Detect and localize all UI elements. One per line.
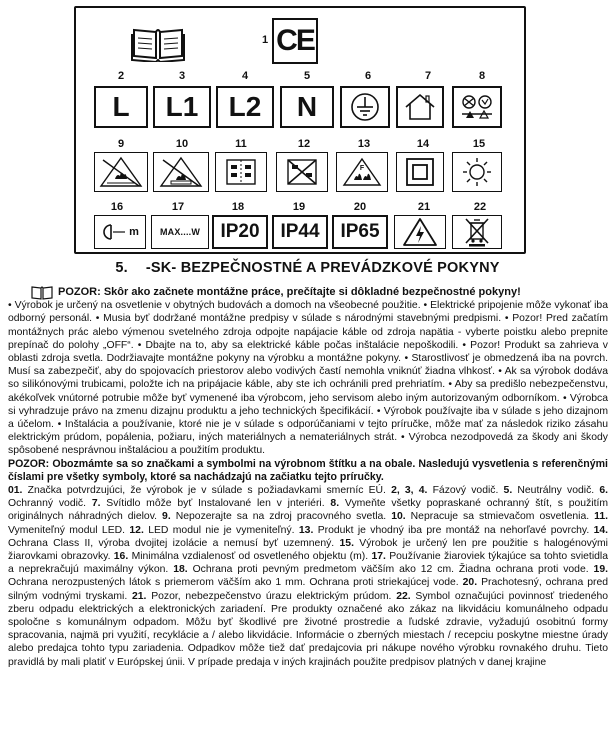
symbol-number-8: 8 <box>478 70 486 82</box>
symbol-box-12 <box>276 152 328 192</box>
symbol-box-20 <box>332 215 388 249</box>
legend-number: 6. <box>599 485 609 497</box>
symbol-number-5: 5 <box>303 70 311 82</box>
symbol-number-10: 10 <box>175 138 189 150</box>
indoor-house-icon <box>403 92 437 122</box>
legend-text: Ochrana proti pevným predmetom väčším ako 12 cm. Žiadna ochrana proti vode. <box>192 564 589 576</box>
legend-number: 19. <box>593 564 608 576</box>
legend-number: 8. <box>330 498 340 510</box>
neutral-n-label: N <box>296 91 318 122</box>
symbol-number-11: 11 <box>235 138 247 150</box>
no-flammable-surface-mount-icon <box>157 155 205 189</box>
section-number: 5. <box>115 260 128 276</box>
symbol-number-21: 21 <box>417 201 431 213</box>
svg-text:F: F <box>359 165 365 172</box>
symbol-box-5 <box>280 86 334 128</box>
symbol-number-17: 17 <box>171 201 185 213</box>
legend-text: Produkt je vhodný iba pre montáž na nehorľavé povrchy. <box>317 524 590 536</box>
legend-text: Ochrana Class II, výroba dvojitej izolácie a nemusí byť uzemnený. <box>8 537 335 549</box>
legend-number: 5. <box>503 485 513 497</box>
symbol-number-19: 19 <box>292 201 306 213</box>
ip44-label: IP44 <box>280 221 320 242</box>
symbol-number-9: 9 <box>117 138 125 150</box>
legend-number: 17. <box>371 551 386 563</box>
pozor-warning-1 <box>8 286 608 299</box>
no-flammable-surface-icon <box>97 155 145 189</box>
max-wattage-label: MAX....W <box>159 227 201 237</box>
legend-number: 2, 3, 4. <box>391 485 428 497</box>
symbol-box-13 <box>336 152 388 192</box>
flammable-surface-ok-icon <box>340 156 384 188</box>
ip20-label: IP20 <box>220 221 260 242</box>
symbol-box-15 <box>452 152 502 192</box>
phase-l-label: L <box>112 91 130 122</box>
ce-mark-box <box>272 18 318 64</box>
legend-number: 13. <box>298 524 314 536</box>
symbol-number-13: 13 <box>357 138 371 150</box>
min-distance-icon <box>101 222 139 242</box>
electric-hazard-icon <box>402 217 438 247</box>
symbol-box-9 <box>94 152 148 192</box>
replace-broken-glass-icon <box>458 92 496 122</box>
legend-text: Neutrálny vodič. <box>517 485 595 497</box>
manual-small-icon <box>30 284 54 300</box>
symbol-number-6: 6 <box>364 70 372 82</box>
symbol-number-20: 20 <box>353 201 367 213</box>
symbol-number-1: 1 <box>262 34 269 46</box>
symbol-box-17 <box>151 215 209 249</box>
pozor-warning-1-text: POZOR: Skôr ako začnete montážne práce, prečítajte si dôkladné bezpečnostné pokyny! <box>58 286 521 298</box>
symbol-number-4: 4 <box>241 70 249 82</box>
symbol-number-15: 15 <box>472 138 486 150</box>
legend-text: Ochranný vodič. <box>8 498 86 510</box>
legend-text: Symbol označujúci povinnosť triedeného zberu odpadu elektrických a elektronických zariadení. Pre produkty označené ako zákaz na likvidáciu komunálneho odpadu spoločne s komunálnym odpadom. Môžu byť škodlivé pre životné prostredie a ľudské zdravie, vyžadujú osobitnú formy spracovania, najmä pri využití, recyklácie a / alebo likvidácie. Informácie o zberných miestach / recepciu poskytne miestne úrady alebo predajca tohto typu zariadenia. Odpadkov môže tiež dať predajcovia pri nákupe nového výrobku rovnakého druhu. Tieto pravidlá by mali platiť v Európskej únii. V prípade predaja v iných krajinách použite predpisov platných v danej krajine <box>8 590 609 668</box>
legend-number: 12. <box>129 524 144 536</box>
symbol-box-19 <box>272 215 328 249</box>
legend-text: Používanie žiaroviek týkajúce sa tohto svietidla a neprekračujú maximálny výkon. <box>8 551 608 576</box>
ground-icon <box>350 92 380 122</box>
legend-number: 01. <box>8 485 23 497</box>
symbol-number-22: 22 <box>473 201 487 213</box>
legend-number: 15. <box>339 537 354 549</box>
legend-text: Vymeniteľný modul LED. <box>8 524 126 536</box>
symbol-number-3: 3 <box>178 70 186 82</box>
legend-number: 9. <box>162 511 171 523</box>
legend-text: Výrobok je určený len pre použitie s halogénovými žiarovkami obrazovky. <box>8 537 608 563</box>
legend-number: 10. <box>391 511 406 523</box>
legend-text: Svítidlo môže byť Instalované len v jnteriéri. <box>106 498 325 510</box>
symbol-box-2 <box>94 86 148 128</box>
legend-text: Ochrana nerozpustených látok s priemerom väčším ako 1 mm. Ochrana proti striekajúcej vode. <box>8 577 459 589</box>
legend-number: 16. <box>113 551 129 563</box>
legend-text: Fázový vodič. <box>432 485 499 497</box>
halogen-lamp-icon <box>459 156 495 188</box>
symbol-box-11 <box>215 152 267 192</box>
symbol-number-7: 7 <box>424 70 432 82</box>
symbol-number-16: 16 <box>110 201 124 213</box>
no-insulation-cover-icon <box>282 156 322 188</box>
ce-mark: CE <box>276 24 314 57</box>
symbol-number-2: 2 <box>117 70 125 82</box>
legend-number: 21. <box>131 590 147 602</box>
legend-text: Prachotesný, ochrana pred silným vodnými tryskami. <box>8 577 608 602</box>
symbol-box-18 <box>212 215 268 249</box>
legend-text: LED modul nie je vymeniteľný. <box>148 524 295 536</box>
legend-text: Nepracuje sa stmievačom osvetlenia. <box>410 511 590 523</box>
legend-number: 18. <box>173 564 188 576</box>
legend-number: 14. <box>593 524 609 536</box>
symbol-box-7 <box>396 86 444 128</box>
symbol-legend <box>8 484 608 669</box>
class-ii-icon <box>405 157 435 187</box>
safety-instructions: • Výrobok je určený na osvetlenie v obytných budovách a domoch na všeobecné použitie. • Elektrické pripojenie môže vykonať iba odborný personál. • Musia byť dodržané montážne predpisy v súlade s národnými stavebnými predpismi. • Pozor! Pred začatím montážnych prác alebo výmenou svetelného zdroja odpojte napájacie káble od zdroja napätia - vyberte poistku alebo prepnite prepínač do polohy „OFF“. • Dbajte na to, aby sa elektrické káble počas inštalácie nepoškodili. • Pozor! Produkt sa zahrieva v oblasti zdroja svetla. Dodržiavajte montážne pokyny na výrobku a montážne pokyny. • Starostlivosť je obmedzená iba na povrch. Musí sa zabezpečiť, aby do spojovacích priestorov alebo vodivých častí nemohla vniknúť žiadna vlhkosť. • Ak sa výrobok dodáva so silikónovými trubicami, položte ich na pripájacie káble, aby ste ich ochránili pred prehriatím. • Aby sa predišlo nebezpečenstvu, akékoľvek vnútorné potrubie môže byť vymenené iba výrobcom, jeho servisom alebo iným autorizovaným odborníkom. • Výrobca si vyhradzuje právo na zmenu dizajnu produktu a jeho technických špecifikácií. • Výrobok používajte iba v súlade s jeho dizajnom a účelom. • Inštalácia a používanie, ktoré nie je v súlade s odporúčaniami v tejto príručke, môže mať za následok riziko zásahu elektrickým prúdom, popálenia, požiaru, iných materiálnych a nemateriálnych strát. • Výrobca nezodpovedá za škody ani škody spôsobené nesprávnou inštaláciou a použitím produktu. <box>8 300 608 457</box>
phase-l2-label: L2 <box>228 91 262 122</box>
legend-text: Značka potvrdzujúci, že výrobok je v súlade s požiadavkami smerníc EÚ. <box>27 485 386 497</box>
symbol-number-12: 12 <box>297 138 311 150</box>
instructions-text <box>8 286 608 669</box>
symbol-box-21 <box>394 215 446 249</box>
symbol-box-16 <box>94 215 146 249</box>
legend-number: 7. <box>91 498 101 510</box>
pozor-warning-2: POZOR: Obozmámte sa so značkami a symbolmi na výrobnom štítku a na obale. Nasledujú vysvetlenia s referenčnými číslami pre všetky symboly, ktoré sa nachádzajú na začiatku tejto príručky. <box>8 457 608 483</box>
legend-text: Pozor, nebezpečenstvo úrazu elektrickým prúdom. <box>151 590 392 602</box>
legend-number: 22. <box>396 590 411 602</box>
symbol-box-8 <box>452 86 502 128</box>
legend-number: 20. <box>462 577 478 589</box>
weee-bin-icon <box>463 217 491 247</box>
distance-unit-label: m <box>129 226 139 238</box>
symbol-number-14: 14 <box>416 138 430 150</box>
symbol-box-14 <box>396 152 444 192</box>
symbol-box-10 <box>153 152 209 192</box>
symbol-box-3 <box>153 86 211 128</box>
phase-l1-label: L1 <box>165 91 199 122</box>
ip65-label: IP65 <box>340 221 380 242</box>
section-title: -SK- BEZPEČNOSTNÉ A PREVÁDZKOVÉ POKYNY <box>145 260 500 276</box>
section-heading <box>0 260 615 276</box>
symbol-box-22 <box>452 215 502 249</box>
self-shielded-lamp-icon <box>221 156 261 188</box>
legend-text: Nepozerajte sa na zdroj pracovného svetla. <box>175 511 387 523</box>
legend-number: 11. <box>594 511 609 523</box>
symbol-box-6 <box>340 86 390 128</box>
legend-text: Minimálna vzdialenosť od osvetleného objektu (m). <box>131 551 369 563</box>
legend-text: Vymeňte všetky popraskané ochranný štít, s použitím originálnych náhradných dielov. <box>8 498 609 523</box>
symbol-number-18: 18 <box>231 201 245 213</box>
symbol-box-4 <box>216 86 274 128</box>
manual-book-icon <box>130 22 186 62</box>
